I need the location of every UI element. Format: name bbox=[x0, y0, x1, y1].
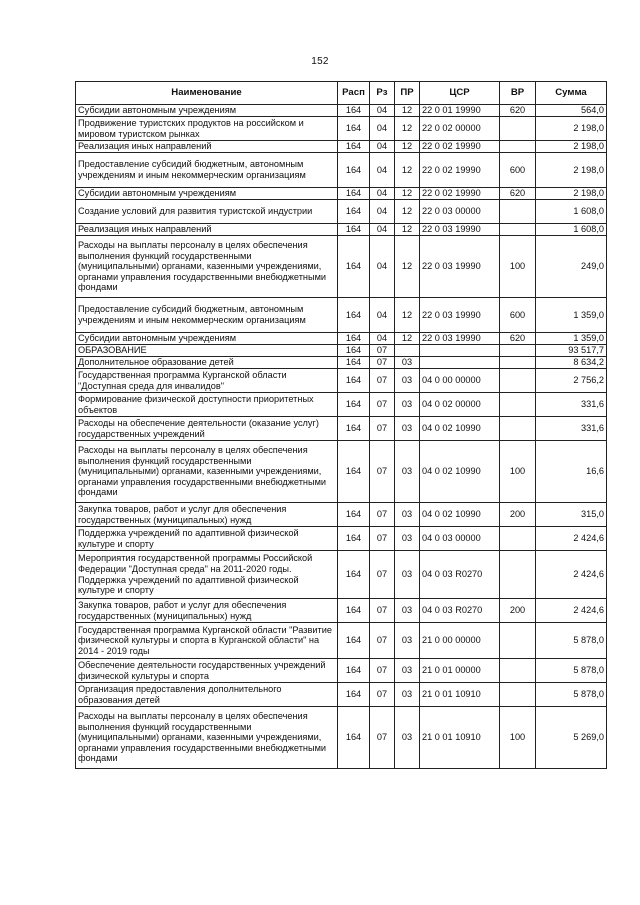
budget-table bbox=[75, 81, 607, 769]
cell-csr: 04 0 02 00000 bbox=[420, 393, 500, 417]
cell-pr: 03 bbox=[395, 393, 420, 417]
cell-vr: 620 bbox=[500, 333, 536, 345]
cell-rz: 04 bbox=[370, 333, 395, 345]
cell-pr: 03 bbox=[395, 417, 420, 441]
cell-pr: 03 bbox=[395, 441, 420, 503]
cell-vr bbox=[500, 683, 536, 707]
cell-sum: 5 269,0 bbox=[536, 707, 607, 769]
cell-pr: 12 bbox=[395, 141, 420, 153]
cell-pr: 03 bbox=[395, 683, 420, 707]
cell-pr: 12 bbox=[395, 333, 420, 345]
cell-sum: 564,0 bbox=[536, 105, 607, 117]
cell-rz: 07 bbox=[370, 659, 395, 683]
cell-pr: 12 bbox=[395, 105, 420, 117]
cell-rz: 07 bbox=[370, 393, 395, 417]
table-row bbox=[76, 599, 607, 623]
cell-csr: 21 0 01 10910 bbox=[420, 707, 500, 769]
table-row bbox=[76, 659, 607, 683]
cell-name: Продвижение туристских продуктов на российском и мировом туристском рынках bbox=[76, 117, 338, 141]
cell-pr: 12 bbox=[395, 224, 420, 236]
cell-name: ОБРАЗОВАНИЕ bbox=[76, 345, 338, 357]
cell-sum: 5 878,0 bbox=[536, 623, 607, 659]
cell-sum: 5 878,0 bbox=[536, 683, 607, 707]
cell-name: Закупка товаров, работ и услуг для обеспечения государственных (муниципальных) нужд bbox=[76, 503, 338, 527]
cell-name: Реализация иных направлений bbox=[76, 224, 338, 236]
header-pr: ПР bbox=[395, 82, 420, 105]
cell-pr: 03 bbox=[395, 357, 420, 369]
table-row bbox=[76, 345, 607, 357]
cell-csr: 04 0 02 10990 bbox=[420, 417, 500, 441]
cell-name: Государственная программа Курганской области "Развитие физической культуры и спорта в Курганской области" на 2014 - 2019 годы bbox=[76, 623, 338, 659]
cell-vr bbox=[500, 357, 536, 369]
cell-name: Расходы на выплаты персоналу в целях обеспечения выполнения функций государственными (муниципальными) органами, казенными учреждениями, органами управления государственными внебюджетными фондами bbox=[76, 707, 338, 769]
cell-vr: 200 bbox=[500, 599, 536, 623]
cell-vr bbox=[500, 527, 536, 551]
cell-rz: 07 bbox=[370, 551, 395, 599]
cell-csr: 22 0 03 00000 bbox=[420, 200, 500, 224]
header-csr: ЦСР bbox=[420, 82, 500, 105]
cell-csr: 21 0 00 00000 bbox=[420, 623, 500, 659]
cell-rasp: 164 bbox=[338, 345, 370, 357]
cell-rz: 04 bbox=[370, 188, 395, 200]
cell-name: Субсидии автономным учреждениям bbox=[76, 333, 338, 345]
table-row bbox=[76, 117, 607, 141]
cell-rz: 07 bbox=[370, 345, 395, 357]
cell-csr: 22 0 03 19990 bbox=[420, 333, 500, 345]
table-header-row bbox=[76, 82, 607, 105]
cell-rz: 04 bbox=[370, 298, 395, 333]
cell-vr: 100 bbox=[500, 441, 536, 503]
cell-rz: 04 bbox=[370, 105, 395, 117]
cell-sum: 1 359,0 bbox=[536, 298, 607, 333]
table-row bbox=[76, 551, 607, 599]
cell-pr: 12 bbox=[395, 236, 420, 298]
cell-rasp: 164 bbox=[338, 224, 370, 236]
cell-sum: 2 424,6 bbox=[536, 599, 607, 623]
table-row bbox=[76, 393, 607, 417]
header-rasp: Расп bbox=[338, 82, 370, 105]
table-row bbox=[76, 200, 607, 224]
cell-pr: 03 bbox=[395, 623, 420, 659]
cell-sum: 249,0 bbox=[536, 236, 607, 298]
cell-rasp: 164 bbox=[338, 393, 370, 417]
cell-rz: 07 bbox=[370, 417, 395, 441]
table-row bbox=[76, 298, 607, 333]
cell-name: Субсидии автономным учреждениям bbox=[76, 188, 338, 200]
cell-rasp: 164 bbox=[338, 623, 370, 659]
header-vr: ВР bbox=[500, 82, 536, 105]
cell-rz: 04 bbox=[370, 153, 395, 188]
table-row bbox=[76, 503, 607, 527]
cell-rasp: 164 bbox=[338, 236, 370, 298]
cell-vr bbox=[500, 551, 536, 599]
cell-sum: 2 198,0 bbox=[536, 141, 607, 153]
cell-vr: 100 bbox=[500, 236, 536, 298]
cell-vr bbox=[500, 224, 536, 236]
cell-rasp: 164 bbox=[338, 141, 370, 153]
cell-rz: 04 bbox=[370, 200, 395, 224]
cell-pr: 03 bbox=[395, 369, 420, 393]
cell-name: Расходы на обеспечение деятельности (оказание услуг) государственных учреждений bbox=[76, 417, 338, 441]
cell-name: Организация предоставления дополнительного образования детей bbox=[76, 683, 338, 707]
cell-rasp: 164 bbox=[338, 357, 370, 369]
cell-rasp: 164 bbox=[338, 441, 370, 503]
cell-rasp: 164 bbox=[338, 369, 370, 393]
cell-vr bbox=[500, 417, 536, 441]
cell-vr: 100 bbox=[500, 707, 536, 769]
cell-csr: 04 0 02 10990 bbox=[420, 503, 500, 527]
cell-name: Субсидии автономным учреждениям bbox=[76, 105, 338, 117]
cell-rasp: 164 bbox=[338, 503, 370, 527]
cell-pr: 12 bbox=[395, 188, 420, 200]
cell-sum: 2 198,0 bbox=[536, 117, 607, 141]
cell-rasp: 164 bbox=[338, 153, 370, 188]
cell-rasp: 164 bbox=[338, 417, 370, 441]
cell-csr: 04 0 02 10990 bbox=[420, 441, 500, 503]
cell-rasp: 164 bbox=[338, 683, 370, 707]
cell-vr bbox=[500, 393, 536, 417]
cell-pr: 03 bbox=[395, 551, 420, 599]
cell-rasp: 164 bbox=[338, 117, 370, 141]
cell-csr: 04 0 03 R0270 bbox=[420, 599, 500, 623]
cell-pr: 12 bbox=[395, 200, 420, 224]
cell-csr: 22 0 03 19990 bbox=[420, 224, 500, 236]
cell-csr: 22 0 03 19990 bbox=[420, 236, 500, 298]
cell-csr: 21 0 01 10910 bbox=[420, 683, 500, 707]
cell-csr: 22 0 02 00000 bbox=[420, 117, 500, 141]
cell-vr bbox=[500, 659, 536, 683]
cell-pr: 03 bbox=[395, 659, 420, 683]
cell-sum: 1 608,0 bbox=[536, 200, 607, 224]
cell-sum: 1 359,0 bbox=[536, 333, 607, 345]
cell-name: Формирование физической доступности приоритетных объектов bbox=[76, 393, 338, 417]
cell-rz: 07 bbox=[370, 357, 395, 369]
table-row bbox=[76, 683, 607, 707]
cell-vr: 620 bbox=[500, 188, 536, 200]
cell-rasp: 164 bbox=[338, 188, 370, 200]
cell-name: Создание условий для развития туристской индустрии bbox=[76, 200, 338, 224]
cell-sum: 331,6 bbox=[536, 393, 607, 417]
cell-pr: 12 bbox=[395, 153, 420, 188]
cell-name: Мероприятия государственной программы Российской Федерации "Доступная среда" на 2011-2020 годы. Поддержка учреждений по адаптивной физической культуре и спорту bbox=[76, 551, 338, 599]
table-row bbox=[76, 417, 607, 441]
table-row bbox=[76, 224, 607, 236]
cell-rasp: 164 bbox=[338, 551, 370, 599]
cell-csr: 22 0 03 19990 bbox=[420, 298, 500, 333]
table-row bbox=[76, 333, 607, 345]
cell-rasp: 164 bbox=[338, 527, 370, 551]
cell-rz: 04 bbox=[370, 117, 395, 141]
cell-csr: 04 0 03 R0270 bbox=[420, 551, 500, 599]
cell-name: Поддержка учреждений по адаптивной физической культуре и спорту bbox=[76, 527, 338, 551]
table-row bbox=[76, 236, 607, 298]
table-row bbox=[76, 141, 607, 153]
cell-vr: 600 bbox=[500, 153, 536, 188]
cell-rasp: 164 bbox=[338, 105, 370, 117]
cell-vr bbox=[500, 623, 536, 659]
cell-vr: 200 bbox=[500, 503, 536, 527]
cell-vr bbox=[500, 117, 536, 141]
cell-pr: 12 bbox=[395, 117, 420, 141]
cell-csr bbox=[420, 357, 500, 369]
cell-name: Расходы на выплаты персоналу в целях обеспечения выполнения функций государственными (муниципальными) органами, казенными учреждениями, органами управления государственными внебюджетными фондами bbox=[76, 441, 338, 503]
cell-csr: 22 0 02 19990 bbox=[420, 153, 500, 188]
cell-pr: 03 bbox=[395, 599, 420, 623]
cell-csr: 22 0 01 19990 bbox=[420, 105, 500, 117]
table-row bbox=[76, 369, 607, 393]
cell-csr: 21 0 01 00000 bbox=[420, 659, 500, 683]
header-sum: Сумма bbox=[536, 82, 607, 105]
cell-name: Обеспечение деятельности государственных учреждений физической культуры и спорта bbox=[76, 659, 338, 683]
header-name: Наименование bbox=[76, 82, 338, 105]
cell-sum: 2 198,0 bbox=[536, 188, 607, 200]
cell-vr bbox=[500, 369, 536, 393]
cell-name: Реализация иных направлений bbox=[76, 141, 338, 153]
cell-rasp: 164 bbox=[338, 298, 370, 333]
cell-rz: 04 bbox=[370, 141, 395, 153]
cell-rz: 07 bbox=[370, 369, 395, 393]
table-body bbox=[76, 105, 607, 769]
cell-csr bbox=[420, 345, 500, 357]
cell-sum: 8 634,2 bbox=[536, 357, 607, 369]
cell-sum: 1 608,0 bbox=[536, 224, 607, 236]
cell-pr bbox=[395, 345, 420, 357]
table-row bbox=[76, 153, 607, 188]
cell-rasp: 164 bbox=[338, 200, 370, 224]
cell-vr bbox=[500, 345, 536, 357]
table-row bbox=[76, 105, 607, 117]
table-row bbox=[76, 357, 607, 369]
cell-sum: 331,6 bbox=[536, 417, 607, 441]
cell-sum: 16,6 bbox=[536, 441, 607, 503]
cell-rz: 07 bbox=[370, 441, 395, 503]
cell-pr: 03 bbox=[395, 527, 420, 551]
cell-sum: 2 424,6 bbox=[536, 551, 607, 599]
cell-rz: 07 bbox=[370, 707, 395, 769]
cell-name: Предоставление субсидий бюджетным, автономным учреждениям и иным некоммерческим организациям bbox=[76, 298, 338, 333]
table-row bbox=[76, 441, 607, 503]
cell-csr: 04 0 00 00000 bbox=[420, 369, 500, 393]
cell-rz: 04 bbox=[370, 224, 395, 236]
header-rz: Рз bbox=[370, 82, 395, 105]
cell-name: Государственная программа Курганской области "Доступная среда для инвалидов" bbox=[76, 369, 338, 393]
cell-sum: 93 517,7 bbox=[536, 345, 607, 357]
cell-sum: 5 878,0 bbox=[536, 659, 607, 683]
cell-csr: 04 0 03 00000 bbox=[420, 527, 500, 551]
cell-sum: 2 198,0 bbox=[536, 153, 607, 188]
table-row bbox=[76, 188, 607, 200]
cell-rasp: 164 bbox=[338, 659, 370, 683]
cell-rasp: 164 bbox=[338, 707, 370, 769]
cell-vr: 620 bbox=[500, 105, 536, 117]
cell-vr: 600 bbox=[500, 298, 536, 333]
table-row bbox=[76, 707, 607, 769]
cell-name: Расходы на выплаты персоналу в целях обеспечения выполнения функций государственными (муниципальными) органами, казенными учреждениями, органами управления государственными внебюджетными фондами bbox=[76, 236, 338, 298]
cell-name: Предоставление субсидий бюджетным, автономным учреждениям и иным некоммерческим организациям bbox=[76, 153, 338, 188]
page-number: 152 bbox=[311, 56, 329, 67]
cell-name: Дополнительное образование детей bbox=[76, 357, 338, 369]
cell-rz: 07 bbox=[370, 623, 395, 659]
cell-rz: 07 bbox=[370, 683, 395, 707]
cell-csr: 22 0 02 19990 bbox=[420, 188, 500, 200]
cell-rz: 04 bbox=[370, 236, 395, 298]
table-row bbox=[76, 527, 607, 551]
cell-name: Закупка товаров, работ и услуг для обеспечения государственных (муниципальных) нужд bbox=[76, 599, 338, 623]
cell-pr: 03 bbox=[395, 503, 420, 527]
cell-rasp: 164 bbox=[338, 333, 370, 345]
cell-vr bbox=[500, 200, 536, 224]
cell-rz: 07 bbox=[370, 527, 395, 551]
cell-vr bbox=[500, 141, 536, 153]
cell-sum: 2 756,2 bbox=[536, 369, 607, 393]
cell-pr: 03 bbox=[395, 707, 420, 769]
cell-rz: 07 bbox=[370, 503, 395, 527]
cell-rasp: 164 bbox=[338, 599, 370, 623]
cell-sum: 315,0 bbox=[536, 503, 607, 527]
cell-rz: 07 bbox=[370, 599, 395, 623]
table-row bbox=[76, 623, 607, 659]
cell-pr: 12 bbox=[395, 298, 420, 333]
cell-csr: 22 0 02 19990 bbox=[420, 141, 500, 153]
cell-sum: 2 424,6 bbox=[536, 527, 607, 551]
